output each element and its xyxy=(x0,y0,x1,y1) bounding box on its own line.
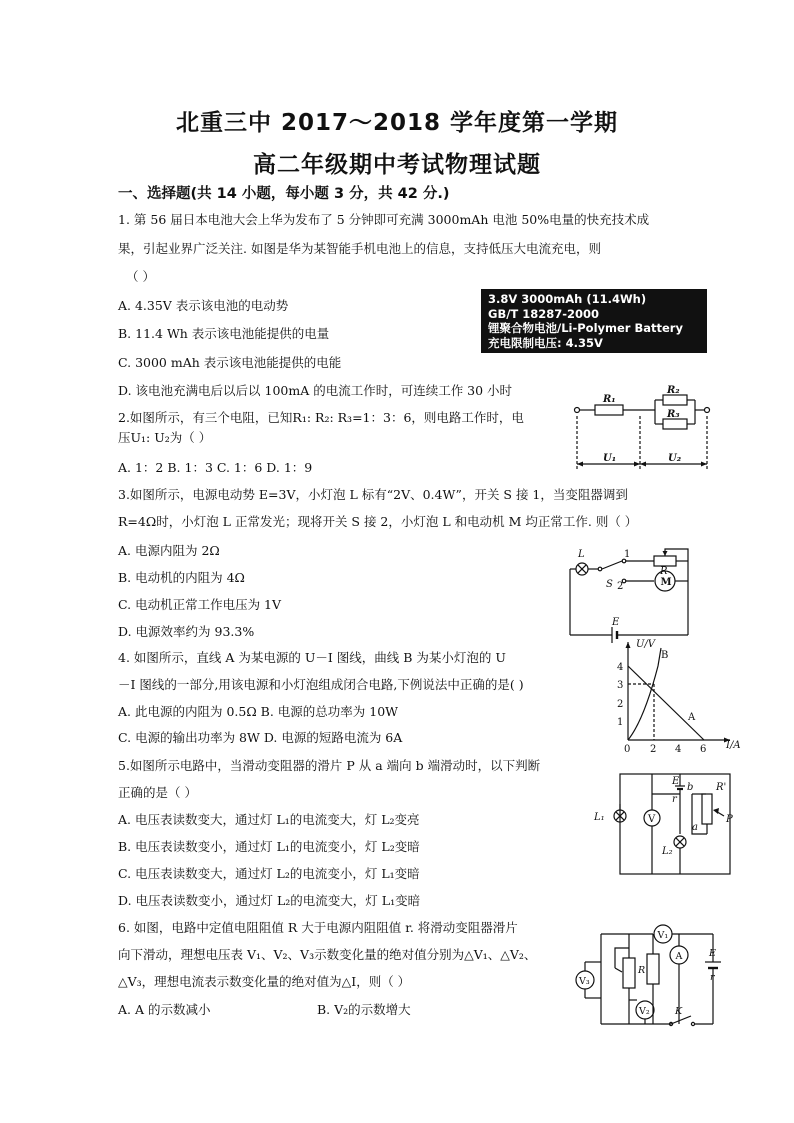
q5-label-a: a xyxy=(692,822,698,833)
q5-option-c: C. 电压表读数变大，通过灯 L₂的电流变小，灯 L₁变暗 xyxy=(118,866,420,881)
q4-line-a xyxy=(628,666,704,740)
exam-title-line1: 北重三中 2017～2018 学年度第一学期 xyxy=(175,110,619,136)
q2-circuit-diagram xyxy=(565,385,715,474)
q5-option-b: B. 电压表读数变小，通过灯 L₁的电流变小，灯 L₂变暗 xyxy=(118,839,420,854)
q4-ytick-4: 4 xyxy=(617,662,624,673)
q4-stem-line1: 4. 如图所示，直线 A 为某电源的 U－I 图线，曲线 B 为某小灯泡的 U xyxy=(118,650,506,665)
q2-right-terminal xyxy=(705,408,710,413)
q6-label-v1: V₁ xyxy=(657,930,669,941)
q5-label-l2: L₂ xyxy=(662,846,673,857)
q4-xtick-4: 4 xyxy=(675,744,682,755)
q2-resistor-r2 xyxy=(663,395,687,405)
q6-label-e: E xyxy=(709,948,716,959)
q4-label-b: B xyxy=(661,650,669,661)
q5-rheostat xyxy=(702,794,712,824)
q1-stem-line1: 1. 第 56 届日本电池大会上华为发布了 5 分钟即可充满 3000mAh 电池 50%电量的快充技术成 xyxy=(118,212,650,227)
q4-y-label: U/V xyxy=(636,639,656,650)
q2-options: A. 1：2 B. 1：3 C. 1：6 D. 1：9 xyxy=(118,460,313,475)
q6-label-v3: V₃ xyxy=(579,976,590,987)
q6-label-r: R xyxy=(638,965,646,976)
q3-label-2: 2 xyxy=(617,581,624,592)
q1-option-a: A. 4.35V 表示该电池的电动势 xyxy=(118,298,289,313)
q4-ui-graph xyxy=(612,636,742,756)
q1-option-b: B. 11.4 Wh 表示该电池能提供的电量 xyxy=(118,326,330,341)
q2-label-r3: R₃ xyxy=(667,409,680,420)
q5-outer-frame xyxy=(620,774,730,874)
battery-label-line4: 充电限制电压: 4.35V xyxy=(488,335,603,350)
battery-label-line1: 3.8V 3000mAh (11.4Wh) xyxy=(488,292,647,306)
q5-option-a: A. 电压表读数变大，通过灯 L₁的电流变大，灯 L₂变亮 xyxy=(118,812,420,827)
q2-stem-line2: 压U₁: U₂为（ ） xyxy=(118,430,212,445)
q3-label-l: L xyxy=(578,549,585,560)
q4-label-a: A xyxy=(688,712,696,723)
q6-rheostat xyxy=(623,958,635,988)
q1-option-d: D. 该电池充满电后以后以 100mA 的电流工作时，可连续工作 30 小时 xyxy=(118,383,513,398)
q2-left-terminal xyxy=(575,408,580,413)
q5-label-r: r xyxy=(672,794,677,805)
q5-label-p: P xyxy=(726,814,733,825)
q5-stem-line1: 5.如图所示电路中，当滑动变阻器的滑片 P 从 a 端向 b 端滑动时，以下判断 xyxy=(118,758,541,773)
q5-stem-line2: 正确的是（ ） xyxy=(118,785,197,800)
q4-options-cd: C. 电源的输出功率为 8W D. 电源的短路电流为 6A xyxy=(118,730,403,745)
q6-stem-line2: 向下滑动，理想电压表 V₁、V₂、V₃示数变化量的绝对值分别为△V₁、△V₂、 xyxy=(118,947,537,962)
q3-label-r: R xyxy=(660,566,668,577)
q6-label-k: K xyxy=(675,1006,683,1017)
q6-stem-line1: 6. 如图，电路中定值电阻阻值 R 大于电源内阻阻值 r. 将滑动变阻器滑片 xyxy=(118,920,518,935)
q6-label-v2: V₂ xyxy=(639,1006,650,1017)
q3-option-b: B. 电动机的内阻为 4Ω xyxy=(118,570,245,585)
q4-ytick-3: 3 xyxy=(617,680,624,691)
q3-label-1: 1 xyxy=(624,549,631,560)
q6-switch-k xyxy=(671,1016,691,1024)
q1-stem-line2: 果，引起业界广泛关注. 如图是华为某智能手机电池上的信息，支持低压大电流充电，则 xyxy=(118,241,601,256)
q4-xtick-0: 0 xyxy=(624,744,631,755)
q2-stem-line1: 2.如图所示，有三个电阻，已知R₁: R₂: R₃=1：3：6，则电路工作时，电 xyxy=(118,410,524,425)
battery-label-line2: GB/T 18287-2000 xyxy=(488,306,600,321)
q2-label-u2: U₂ xyxy=(668,453,682,464)
q6-option-a: A. A 的示数减小 xyxy=(118,1002,211,1017)
q4-x-label: I/A xyxy=(726,740,741,751)
q3-label-s: S xyxy=(606,579,613,590)
q5-label-e: E xyxy=(672,776,680,787)
q4-stem-line2: －I 图线的一部分,用该电源和小灯泡组成闭合电路,下例说法中正确的是( ) xyxy=(118,677,524,692)
q4-xtick-6: 6 xyxy=(700,744,707,755)
q2-label-r2: R₂ xyxy=(667,385,680,396)
q3-label-m: M xyxy=(660,577,672,588)
q6-option-b: B. V₂的示数增大 xyxy=(317,1002,411,1017)
battery-label-image xyxy=(481,289,707,353)
q6-label-a: A xyxy=(675,951,683,962)
q3-option-c: C. 电动机正常工作电压为 1V xyxy=(118,597,282,612)
q3-stem-line2: R=4Ω时，小灯泡 L 正常发光；现将开关 S 接 2，小灯泡 L 和电动机 M 均正常工作. 则（ ） xyxy=(118,514,638,529)
exam-title-line2: 高二年级期中考试物理试题 xyxy=(253,152,541,178)
q6-resistor-r xyxy=(647,954,659,984)
q5-label-l1: L₁ xyxy=(594,812,605,823)
q3-option-a: A. 电源内阻为 2Ω xyxy=(118,543,220,558)
q2-label-r1: R₁ xyxy=(603,394,616,405)
q6-stem-line3: △V₃，理想电流表示数变化量的绝对值为△I，则（ ） xyxy=(118,974,411,989)
q4-xtick-2: 2 xyxy=(650,744,657,755)
q6-circuit-diagram xyxy=(575,918,735,1033)
q2-label-u1: U₁ xyxy=(603,453,617,464)
q6-label-r-internal: r xyxy=(710,972,715,983)
q5-option-d: D. 电压表读数变小，通过灯 L₂的电流变大，灯 L₁变暗 xyxy=(118,893,421,908)
q5-label-rp: R' xyxy=(716,782,727,793)
q3-circuit-diagram xyxy=(562,543,697,641)
q3-rheostat-r xyxy=(654,556,676,566)
q2-resistor-r1 xyxy=(595,405,623,415)
q3-label-e: E xyxy=(612,617,620,628)
q3-option-d: D. 电源效率约为 93.3% xyxy=(118,624,255,639)
battery-label-line3: 锂聚合物电池/Li-Polymer Battery xyxy=(488,321,683,335)
q5-label-b: b xyxy=(687,782,694,793)
q5-label-v: V xyxy=(648,814,656,825)
q1-option-c: C. 3000 mAh 表示该电池能提供的电能 xyxy=(118,355,342,370)
q4-ytick-1: 1 xyxy=(617,717,624,728)
q5-circuit-diagram xyxy=(592,770,742,880)
q3-stem-line1: 3.如图所示，电源电动势 E=3V，小灯泡 L 标有“2V、0.4W”，开关 S 接 1，当变阻器调到 xyxy=(118,487,628,502)
section-heading: 一、选择题(共 14 小题，每小题 3 分，共 42 分.) xyxy=(118,186,450,202)
q4-ytick-2: 2 xyxy=(617,699,624,710)
q1-stem-line3: （ ） xyxy=(126,269,155,284)
q2-resistor-r3 xyxy=(663,419,687,429)
q4-options-ab: A. 此电源的内阻为 0.5Ω B. 电源的总功率为 10W xyxy=(118,704,399,719)
